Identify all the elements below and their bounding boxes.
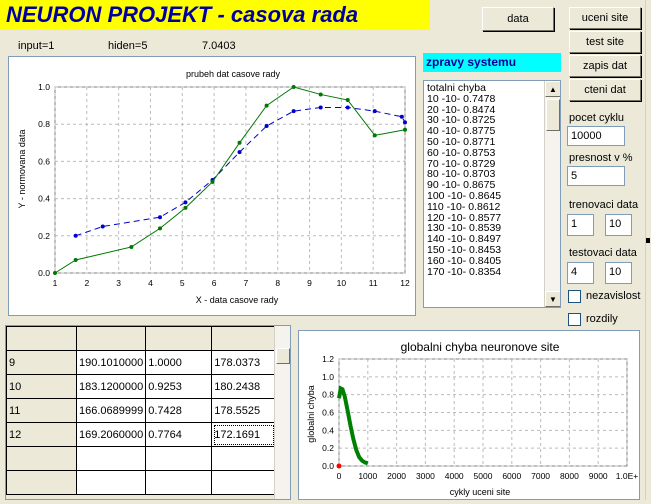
header-cell [212, 327, 276, 351]
message-line[interactable]: 60 -10- 0.8753 [427, 146, 496, 159]
y-tick-label: 0.8 [38, 119, 50, 130]
testovaci-from-input[interactable]: 4 [567, 262, 594, 284]
table-row[interactable] [7, 471, 276, 495]
y-tick-label: 0.4 [38, 193, 50, 204]
pocet-cyklu-input[interactable]: 10000 [567, 126, 625, 146]
y-tick-label: 1.0 [38, 82, 50, 92]
data-point [74, 234, 78, 238]
data-point [265, 104, 269, 108]
table-cell[interactable]: 172.1691 [212, 423, 276, 447]
y-tick-label: 0.0 [38, 268, 50, 278]
data-point [183, 206, 187, 210]
message-line[interactable]: 30 -10- 0.8725 [427, 114, 496, 127]
data-point [373, 133, 377, 137]
data-point [346, 105, 350, 109]
y-axis-label: Y - normovana data [17, 129, 27, 209]
series-line [339, 388, 368, 463]
x-tick-label: 7 [243, 278, 249, 288]
data-point [74, 258, 78, 262]
window-edge [645, 0, 651, 500]
x-tick-label: 0 [336, 471, 342, 481]
nezavislost-checkbox[interactable] [568, 290, 581, 303]
series-line [55, 87, 405, 273]
x-tick-label: 3000 [415, 471, 435, 481]
message-line[interactable]: 10 -10- 0.7478 [427, 92, 496, 105]
message-line[interactable]: 120 -10- 0.8577 [427, 211, 502, 224]
row-header-cell [7, 447, 77, 471]
y-tick-label: 1.2 [322, 354, 334, 364]
table-cell[interactable]: 190.1010000 [77, 351, 146, 375]
message-line[interactable]: 110 -10- 0.8612 [427, 200, 501, 213]
table-header-row [7, 327, 276, 351]
error-chart-title: globalni chyba neuronove site [400, 340, 560, 354]
y-tick-label: 0.8 [322, 389, 334, 400]
messages-list[interactable] [423, 80, 561, 308]
table-cell[interactable]: 183.1200000 [77, 375, 146, 399]
x-tick-label: 1.0E+ [615, 471, 639, 481]
y-tick-label: 0.2 [322, 443, 334, 454]
y-tick-label: 0.6 [38, 156, 50, 167]
presnost-label: presnost v % [569, 152, 633, 164]
data-button[interactable]: data [482, 7, 554, 31]
row-header-cell: 9 [7, 351, 77, 375]
data-point [129, 245, 133, 249]
error-x-axis-label: cykly uceni site [449, 487, 511, 497]
data-point [101, 225, 105, 229]
table-cell[interactable]: 1.0000 [146, 351, 212, 375]
x-tick-label: 6000 [502, 471, 522, 481]
table-cell[interactable]: 178.5525 [212, 399, 276, 423]
x-tick-label: 8 [275, 278, 281, 288]
time-series-chart [8, 56, 416, 316]
uceni-site-button[interactable]: uceni site [569, 7, 641, 29]
grid-scrollbar[interactable] [274, 326, 290, 500]
series-line [76, 107, 405, 235]
table-cell[interactable]: 180.2438 [212, 375, 276, 399]
x-tick-label: 6 [211, 278, 217, 288]
table-cell[interactable] [146, 447, 212, 471]
trenovaci-from-input[interactable]: 1 [567, 214, 594, 236]
app-title: NEURON PROJEKT - casova rada [0, 0, 430, 30]
data-point [319, 105, 323, 109]
data-point [373, 109, 377, 113]
x-tick-label: 3 [116, 278, 122, 288]
y-tick-label: 0.4 [322, 425, 334, 436]
resize-grip-icon [646, 238, 650, 243]
pocet-cyklu-label: pocet cyklu [569, 112, 625, 124]
x-tick-label: 11 [368, 278, 378, 288]
message-line[interactable]: 70 -10- 0.8729 [427, 157, 496, 170]
data-point [158, 215, 162, 219]
message-line[interactable]: 140 -10- 0.8497 [427, 233, 502, 246]
x-tick-label: 2000 [387, 471, 407, 481]
zapis-dat-button[interactable]: zapis dat [569, 55, 641, 77]
testovaci-to-input[interactable]: 10 [605, 262, 632, 284]
x-tick-label: 1 [52, 278, 58, 288]
data-point [158, 226, 162, 230]
table-row[interactable] [7, 399, 276, 423]
error-y-axis-label: globalni chyba [306, 385, 316, 443]
x-tick-label: 8000 [559, 471, 579, 481]
presnost-input[interactable]: 5 [567, 166, 625, 186]
error-chart [298, 330, 640, 500]
input-count: input=1 [18, 40, 55, 52]
x-tick-label: 4 [148, 278, 153, 288]
header-cell [146, 327, 212, 351]
header-cell [7, 327, 77, 351]
chart-title: prubeh dat casove rady [185, 69, 281, 79]
data-point [211, 180, 215, 184]
x-tick-label: 2 [84, 278, 90, 288]
grid-scroll-thumb[interactable] [276, 348, 290, 364]
message-line[interactable]: 90 -10- 0.8675 [427, 179, 496, 192]
header-cell [77, 327, 146, 351]
data-point [238, 141, 242, 145]
data-point [403, 128, 407, 132]
table-cell[interactable] [212, 471, 276, 495]
messages-header: zpravy systemu [423, 53, 561, 72]
message-line[interactable]: 40 -10- 0.8775 [427, 125, 496, 138]
scroll-up-arrow-icon[interactable]: ▲ [545, 81, 561, 97]
y-tick-label: 0.6 [322, 407, 334, 418]
message-line[interactable]: 50 -10- 0.8771 [427, 135, 496, 148]
x-tick-label: 4000 [444, 471, 464, 481]
data-point [238, 150, 242, 154]
table-cell[interactable] [77, 471, 146, 495]
data-grid[interactable] [5, 325, 291, 500]
data-point [319, 92, 323, 96]
y-tick-label: 1.0 [322, 371, 334, 382]
row-header-cell [7, 471, 77, 495]
x-tick-label: 9000 [588, 471, 608, 481]
data-point [400, 115, 404, 119]
data-point [346, 98, 350, 102]
row-header-cell: 11 [7, 399, 77, 423]
table-cell[interactable] [212, 447, 276, 471]
scroll-down-arrow-icon[interactable]: ▼ [545, 291, 561, 307]
message-line[interactable]: 170 -10- 0.8354 [427, 265, 502, 278]
testovaci-label: testovaci data [569, 247, 637, 259]
messages-scrollbar[interactable] [544, 81, 560, 307]
message-line[interactable]: 150 -10- 0.8453 [427, 243, 502, 256]
data-table[interactable] [6, 326, 276, 495]
y-tick-label: 0.2 [38, 230, 50, 241]
data-point [292, 109, 296, 113]
time-series-plot [9, 57, 417, 317]
scroll-thumb[interactable] [546, 99, 560, 131]
data-point [183, 200, 187, 204]
x-tick-label: 1000 [358, 471, 378, 481]
message-line[interactable]: totalni chyba [427, 82, 486, 94]
message-line[interactable]: 160 -10- 0.8405 [427, 254, 502, 267]
trenovaci-label: trenovaci data [569, 199, 639, 211]
table-cell[interactable]: 166.0689999 [77, 399, 146, 423]
data-point [292, 85, 296, 89]
x-tick-label: 10 [336, 278, 347, 288]
origin-point [337, 464, 342, 469]
row-header-cell: 10 [7, 375, 77, 399]
table-row[interactable] [7, 447, 276, 471]
x-tick-label: 5000 [473, 471, 493, 481]
error-plot [299, 331, 641, 501]
message-line[interactable]: 80 -10- 0.8703 [427, 168, 496, 181]
message-line[interactable]: 20 -10- 0.8474 [427, 103, 496, 116]
nezavislost-label: nezavislost [586, 290, 641, 302]
plot-area [55, 87, 405, 273]
table-cell[interactable]: 178.0373 [212, 351, 276, 375]
data-point [403, 120, 407, 124]
message-line[interactable]: 100 -10- 0.8645 [427, 189, 502, 202]
table-cell[interactable]: 169.2060000 [77, 423, 146, 447]
x-axis-label: X - data casove rady [195, 295, 279, 305]
data-point [53, 271, 57, 275]
x-tick-label: 12 [400, 278, 410, 288]
y-tick-label: 0.0 [322, 461, 334, 471]
row-header-cell: 12 [7, 423, 77, 447]
hidden-count: hiden=5 [108, 40, 148, 52]
table-cell[interactable] [146, 471, 212, 495]
message-line[interactable]: 130 -10- 0.8539 [427, 222, 502, 235]
trenovaci-to-input[interactable]: 10 [605, 214, 632, 236]
status-value: 7.0403 [202, 40, 236, 52]
rozdily-label: rozdily [586, 313, 618, 325]
test-site-button[interactable]: test site [569, 31, 641, 53]
table-row[interactable] [7, 351, 276, 375]
cteni-dat-button[interactable]: cteni dat [569, 79, 641, 101]
x-tick-label: 5 [179, 278, 185, 288]
rozdily-checkbox[interactable] [568, 313, 581, 326]
x-tick-label: 7000 [531, 471, 551, 481]
table-cell[interactable]: 0.7764 [146, 423, 212, 447]
table-cell[interactable] [77, 447, 146, 471]
data-point [265, 124, 269, 128]
table-cell[interactable]: 0.7428 [146, 399, 212, 423]
x-tick-label: 9 [307, 278, 312, 288]
table-cell[interactable]: 0.9253 [146, 375, 212, 399]
table-row[interactable] [7, 375, 276, 399]
table-row[interactable] [7, 423, 276, 447]
